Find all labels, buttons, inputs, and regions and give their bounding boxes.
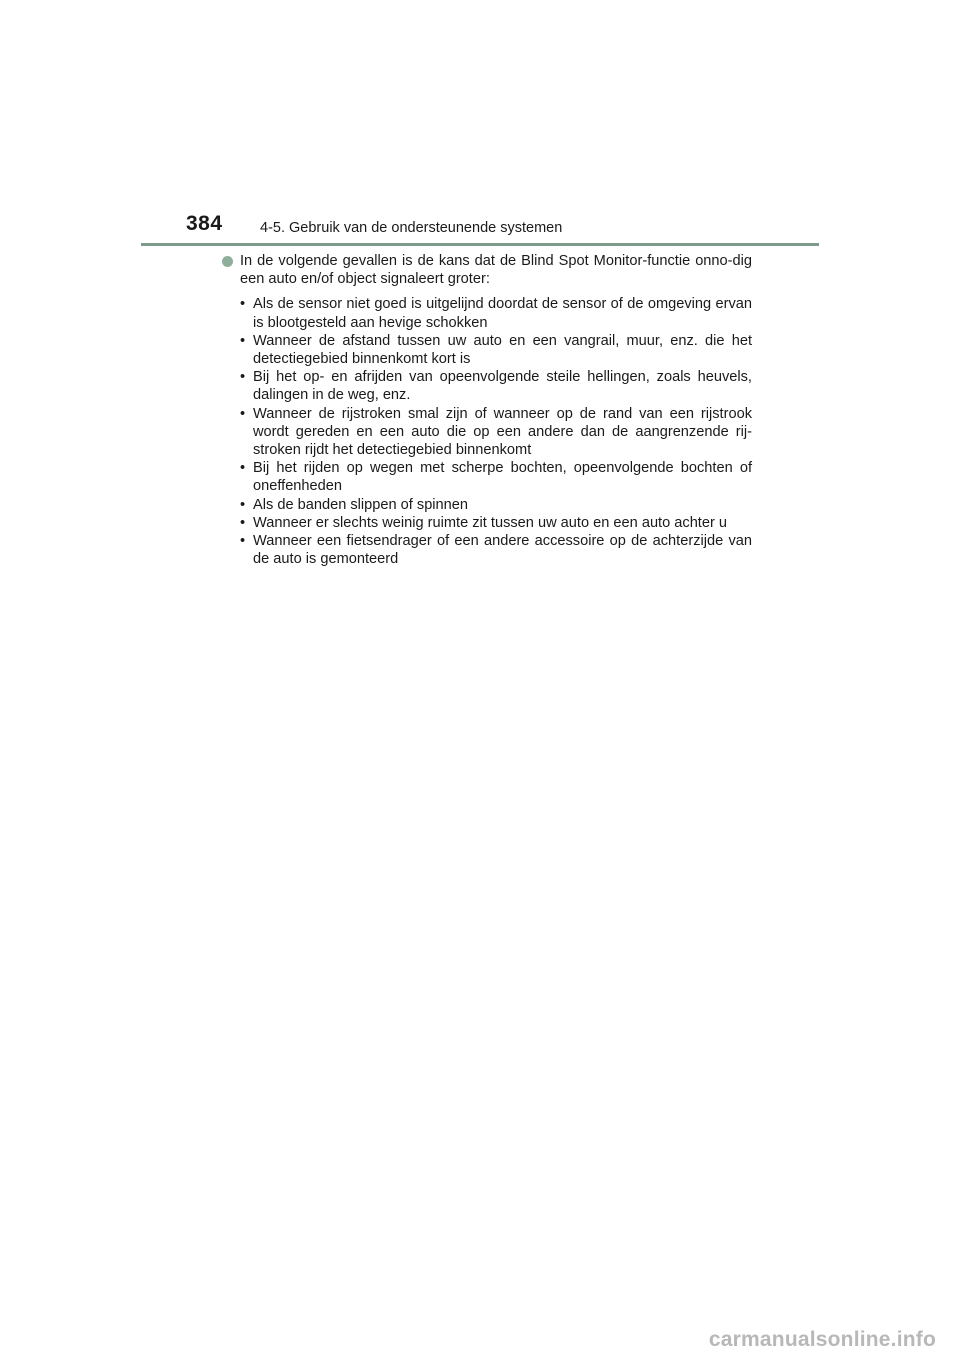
list-item-text: Wanneer er slechts weinig ruimte zit tussen uw auto en een auto achter u bbox=[253, 514, 728, 531]
dot-bullet-icon: • bbox=[240, 460, 246, 477]
list-item bbox=[222, 496, 752, 514]
list-item bbox=[222, 295, 752, 331]
list-item-text: Als de sensor niet goed is uitgelijnd doordat de sensor of de omgeving ervan is blootgesteld aan hevige schokken bbox=[253, 296, 752, 331]
list-item bbox=[222, 459, 752, 495]
list-item bbox=[222, 332, 752, 368]
list-item bbox=[222, 405, 752, 460]
page-content bbox=[222, 252, 752, 568]
main-point-text: In de volgende gevallen is de kans dat de Blind Spot Monitor-functie onno-dig een auto en/of object signaleert groter: bbox=[240, 253, 752, 288]
list-item-text: Wanneer de rijstroken smal zijn of wanneer op de rand van een rijstrook wordt gereden en een auto die op een andere dan de aangrenzende rij-stroken rijdt het detectiegebied binnenkomt bbox=[253, 405, 752, 459]
list-item-text: Bij het op- en afrijden van opeenvolgende steile hellingen, zoals heuvels, dalingen in de weg, enz. bbox=[253, 369, 752, 404]
list-item-text: Wanneer een fietsendrager of een andere accessoire op de achterzijde van de auto is gemonteerd bbox=[253, 533, 752, 568]
page-number: 384 bbox=[186, 212, 223, 235]
section-title: 4-5. Gebruik van de ondersteunende systemen bbox=[260, 220, 563, 236]
footer-watermark[interactable]: carmanualsonline.info bbox=[708, 1328, 936, 1351]
list-item bbox=[222, 368, 752, 404]
dot-bullet-icon: • bbox=[240, 296, 246, 313]
header-divider bbox=[141, 243, 819, 246]
list-item bbox=[222, 514, 752, 532]
list-item-text: Als de banden slippen of spinnen bbox=[253, 496, 469, 513]
list-item-text: Bij het rijden op wegen met scherpe bochten, opeenvolgende bochten of oneffenheden bbox=[253, 460, 752, 495]
condition-list bbox=[222, 295, 752, 568]
dot-bullet-icon: • bbox=[240, 533, 246, 550]
list-item-text: Wanneer de afstand tussen uw auto en een vangrail, muur, enz. die het detectiegebied binnenkomt kort is bbox=[253, 332, 752, 368]
round-bullet-icon bbox=[222, 256, 233, 267]
dot-bullet-icon: • bbox=[240, 496, 246, 513]
list-item bbox=[222, 532, 752, 568]
dot-bullet-icon: • bbox=[240, 332, 246, 349]
dot-bullet-icon: • bbox=[240, 405, 246, 422]
dot-bullet-icon: • bbox=[240, 514, 246, 531]
main-point bbox=[222, 252, 752, 288]
dot-bullet-icon: • bbox=[240, 369, 246, 386]
